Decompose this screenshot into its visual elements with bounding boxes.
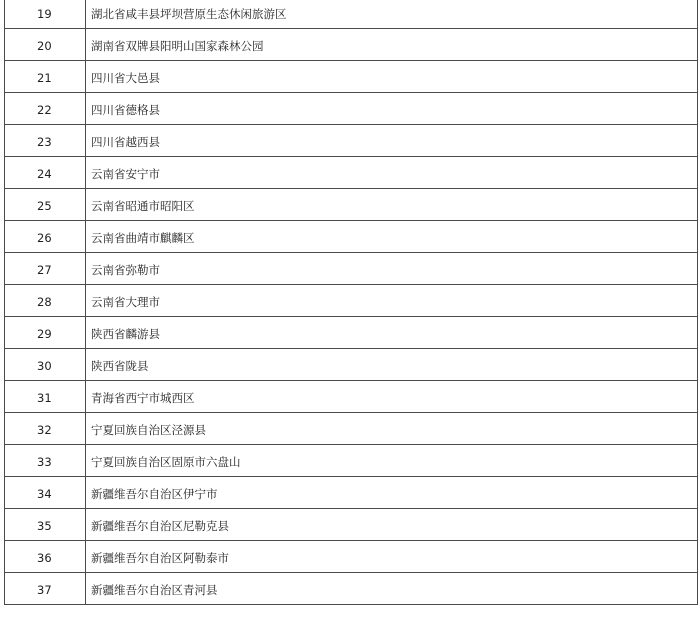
row-number: 30 <box>5 349 86 381</box>
table-row <box>5 221 698 253</box>
table-row <box>5 317 698 349</box>
region-name: 陕西省陇县 <box>86 349 698 381</box>
row-number: 32 <box>5 413 86 445</box>
row-number: 24 <box>5 157 86 189</box>
table-row <box>5 541 698 573</box>
table-row <box>5 61 698 93</box>
region-name: 云南省安宁市 <box>86 157 698 189</box>
row-number: 31 <box>5 381 86 413</box>
table-row <box>5 93 698 125</box>
row-number: 22 <box>5 93 86 125</box>
table-row <box>5 125 698 157</box>
table-row <box>5 29 698 61</box>
table-row <box>5 477 698 509</box>
table-row <box>5 253 698 285</box>
row-number: 19 <box>5 0 86 29</box>
table-row <box>5 0 698 29</box>
region-name: 陕西省麟游县 <box>86 317 698 349</box>
table-row <box>5 573 698 605</box>
table-row <box>5 157 698 189</box>
region-name: 青海省西宁市城西区 <box>86 381 698 413</box>
row-number: 23 <box>5 125 86 157</box>
region-name: 湖北省咸丰县坪坝营原生态休闲旅游区 <box>86 0 698 29</box>
region-name: 四川省德格县 <box>86 93 698 125</box>
region-name: 新疆维吾尔自治区阿勒泰市 <box>86 541 698 573</box>
region-name: 云南省弥勒市 <box>86 253 698 285</box>
region-name: 云南省昭通市昭阳区 <box>86 189 698 221</box>
table-body <box>5 0 698 605</box>
table-row <box>5 381 698 413</box>
table-row <box>5 413 698 445</box>
row-number: 34 <box>5 477 86 509</box>
region-name: 新疆维吾尔自治区青河县 <box>86 573 698 605</box>
row-number: 25 <box>5 189 86 221</box>
region-name: 新疆维吾尔自治区尼勒克县 <box>86 509 698 541</box>
region-name: 四川省大邑县 <box>86 61 698 93</box>
row-number: 29 <box>5 317 86 349</box>
region-name: 宁夏回族自治区固原市六盘山 <box>86 445 698 477</box>
region-name: 四川省越西县 <box>86 125 698 157</box>
table-row <box>5 285 698 317</box>
row-number: 20 <box>5 29 86 61</box>
row-number: 35 <box>5 509 86 541</box>
row-number: 28 <box>5 285 86 317</box>
region-name: 湖南省双牌县阳明山国家森林公园 <box>86 29 698 61</box>
row-number: 37 <box>5 573 86 605</box>
table-row <box>5 509 698 541</box>
row-number: 26 <box>5 221 86 253</box>
table-row <box>5 189 698 221</box>
region-name: 宁夏回族自治区泾源县 <box>86 413 698 445</box>
row-number: 36 <box>5 541 86 573</box>
row-number: 21 <box>5 61 86 93</box>
region-name: 云南省曲靖市麒麟区 <box>86 221 698 253</box>
region-list-table <box>4 0 698 605</box>
row-number: 33 <box>5 445 86 477</box>
table-row <box>5 349 698 381</box>
row-number: 27 <box>5 253 86 285</box>
table-row <box>5 445 698 477</box>
region-name: 新疆维吾尔自治区伊宁市 <box>86 477 698 509</box>
region-name: 云南省大理市 <box>86 285 698 317</box>
